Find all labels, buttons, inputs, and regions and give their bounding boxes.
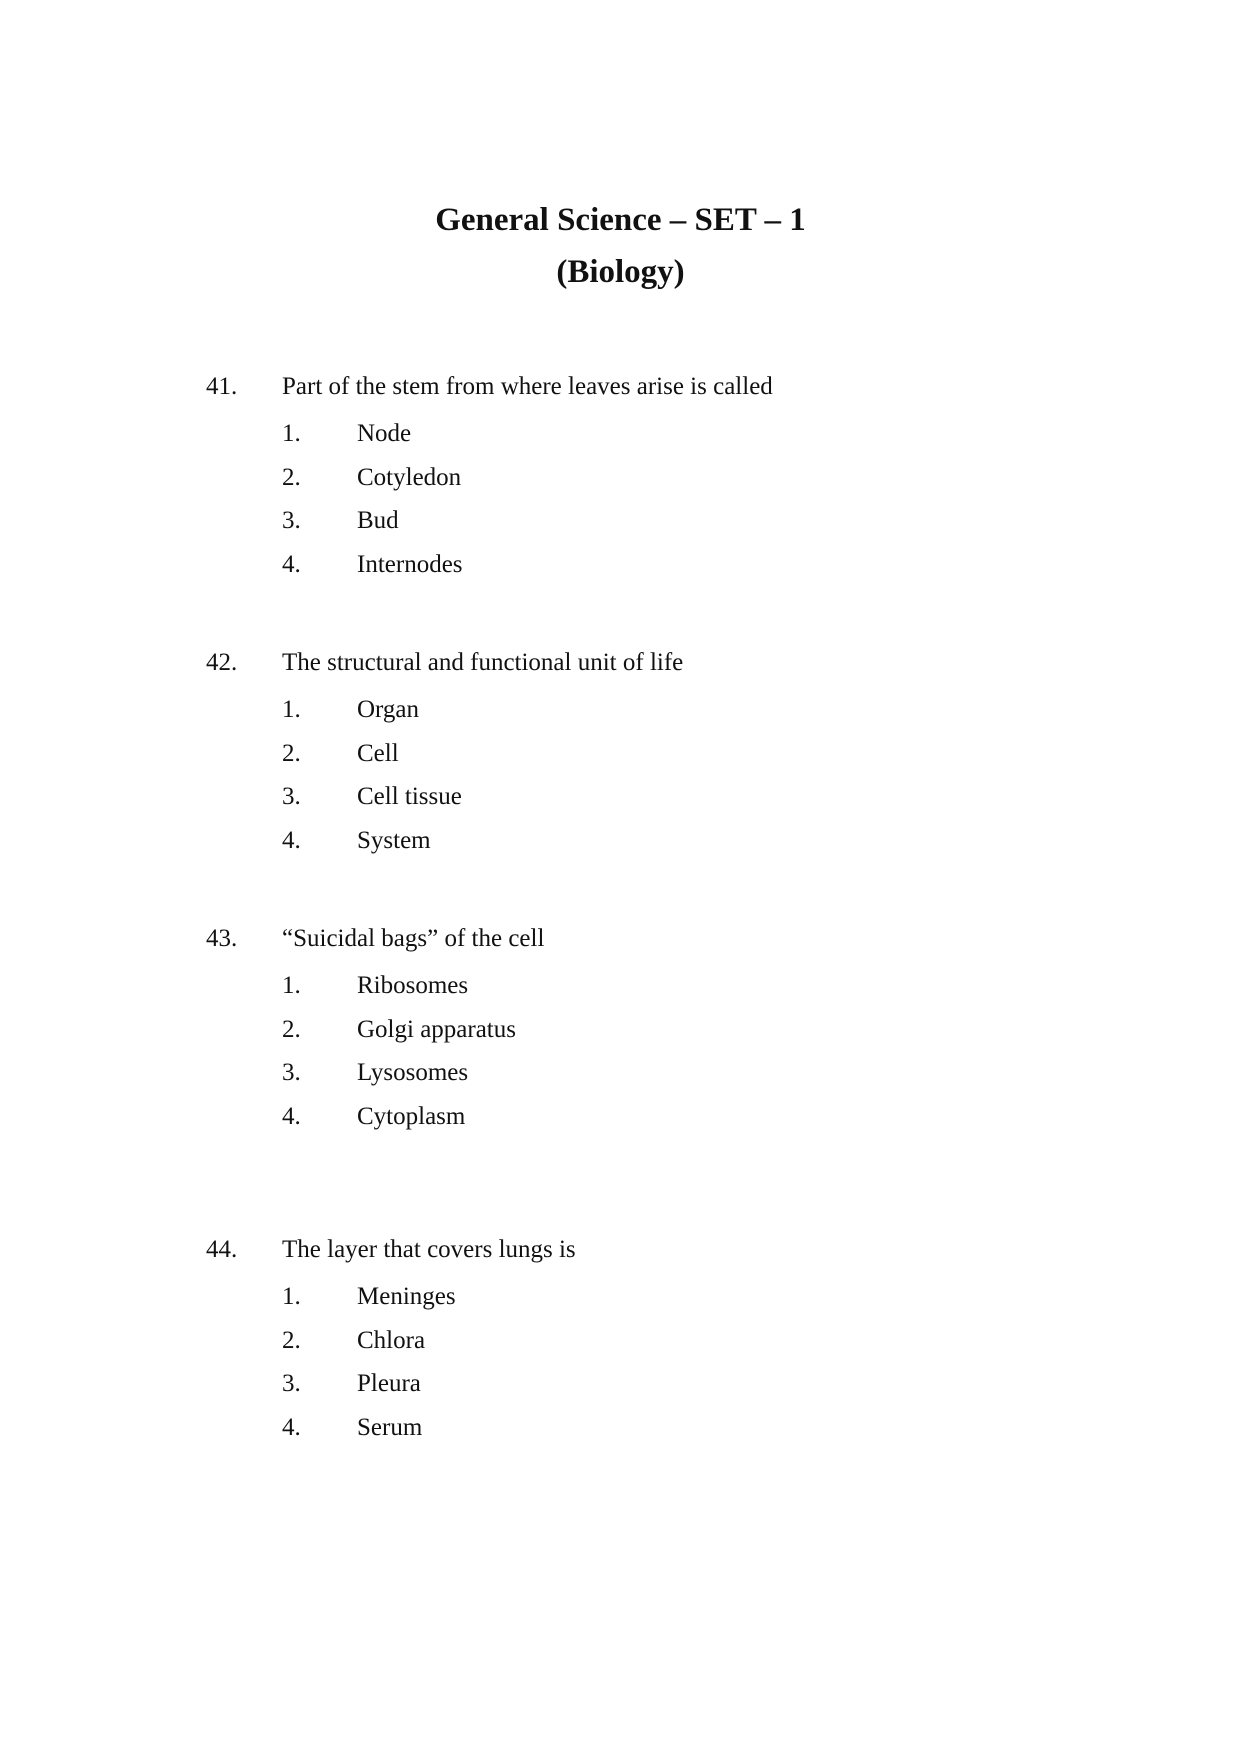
option-number: 1. — [282, 696, 301, 723]
option-item — [0, 825, 1241, 869]
question-number: 44. — [206, 1236, 238, 1263]
option-number: 2. — [282, 1326, 301, 1354]
question-number: 41. — [206, 373, 238, 400]
option-number: 3. — [282, 783, 301, 810]
option-item — [0, 418, 1241, 462]
option-text: Serum — [357, 1413, 423, 1441]
option-text: System — [357, 826, 431, 854]
option-list — [0, 694, 1241, 868]
option-item — [0, 1101, 1241, 1145]
option-number: 4. — [282, 1102, 301, 1130]
option-item — [0, 1057, 1241, 1101]
option-number: 4. — [282, 550, 301, 578]
option-text: Meninges — [357, 1283, 456, 1310]
question-number: 43. — [206, 925, 238, 952]
option-text: Organ — [357, 696, 420, 723]
option-text: Node — [357, 420, 412, 447]
option-number: 3. — [282, 507, 301, 534]
option-text: Chlora — [357, 1326, 426, 1354]
option-item — [0, 781, 1241, 825]
option-item — [0, 549, 1241, 593]
option-text: Cell — [357, 739, 399, 767]
option-item — [0, 738, 1241, 782]
option-text: Ribosomes — [357, 972, 469, 999]
option-text: Golgi apparatus — [357, 1015, 516, 1043]
option-list — [0, 418, 1241, 592]
option-number: 3. — [282, 1370, 301, 1397]
option-item — [0, 1281, 1241, 1325]
option-item — [0, 1368, 1241, 1412]
option-number: 2. — [282, 463, 301, 491]
option-list — [0, 970, 1241, 1144]
option-item — [0, 970, 1241, 1014]
option-text: Bud — [357, 507, 399, 534]
option-text: Internodes — [357, 550, 463, 578]
question-text: Part of the stem from where leaves arise is called — [282, 373, 773, 400]
question-text: The layer that covers lungs is — [282, 1236, 576, 1263]
option-item — [0, 694, 1241, 738]
option-text: Pleura — [357, 1370, 421, 1397]
question-text: “Suicidal bags” of the cell — [282, 925, 545, 952]
option-number: 1. — [282, 420, 301, 447]
option-text: Cytoplasm — [357, 1102, 466, 1130]
option-number: 1. — [282, 1283, 301, 1310]
page-title: General Science – SET – 1 — [435, 202, 806, 238]
option-number: 4. — [282, 826, 301, 854]
option-number: 2. — [282, 1015, 301, 1043]
option-number: 2. — [282, 739, 301, 767]
option-text: Lysosomes — [357, 1059, 469, 1086]
option-item — [0, 462, 1241, 506]
question-number: 42. — [206, 649, 238, 676]
option-item — [0, 1325, 1241, 1369]
option-text: Cell tissue — [357, 783, 462, 810]
option-number: 4. — [282, 1413, 301, 1441]
option-list — [0, 1281, 1241, 1455]
question-text: The structural and functional unit of life — [282, 649, 684, 676]
page-subtitle: (Biology) — [556, 254, 685, 290]
option-number: 3. — [282, 1059, 301, 1086]
option-number: 1. — [282, 972, 301, 999]
option-text: Cotyledon — [357, 463, 462, 491]
option-item — [0, 1412, 1241, 1456]
option-item — [0, 1014, 1241, 1058]
option-item — [0, 505, 1241, 549]
